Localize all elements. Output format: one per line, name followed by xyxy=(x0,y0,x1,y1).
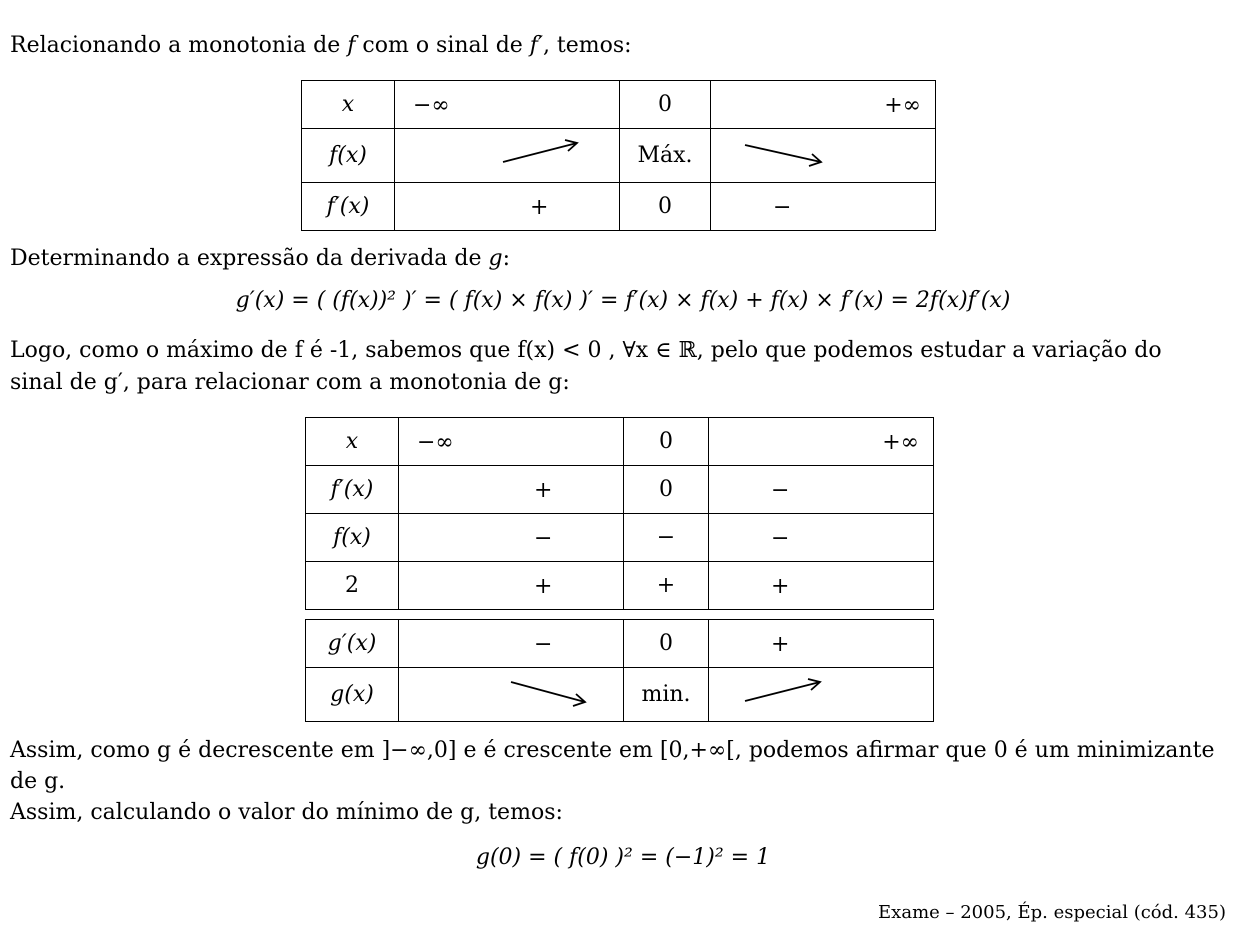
derivative-intro-text: Determinando a expressão da derivada de xyxy=(10,246,489,271)
sign-value: + xyxy=(530,195,549,220)
table-cell xyxy=(709,562,934,610)
table-row-label: f′(x) xyxy=(306,466,399,514)
sign-table xyxy=(305,417,934,610)
derivative-formula: g′(x) = ( (f(x))² )′ = ( f(x) × f(x) )′ = f′(x) × f(x) + f(x) × f′(x) = 2f(x)f′(x) xyxy=(235,288,1011,313)
table-row xyxy=(306,668,934,722)
table-cell-left xyxy=(399,418,624,466)
sign-value: + xyxy=(771,632,790,657)
table-cell-arrow-right xyxy=(709,668,934,722)
table-cell-right xyxy=(709,418,934,466)
table-cell-right xyxy=(711,81,936,129)
table-label-g: g(x) xyxy=(306,668,399,722)
logo-line-2: sinal de g′, para relacionar com a monotonia de g: xyxy=(10,370,570,395)
variation-table-g xyxy=(305,619,934,722)
table-cell xyxy=(399,562,624,610)
sign-value: − xyxy=(771,526,790,551)
intro-fprime: f′ xyxy=(529,33,543,58)
table-row xyxy=(306,466,934,514)
table-cell xyxy=(399,514,624,562)
max-label: Máx. xyxy=(620,129,711,183)
pos-inf: +∞ xyxy=(882,430,919,455)
sign-value: + xyxy=(624,562,709,610)
table-label-fprime: f′(x) xyxy=(302,183,395,231)
table-label-x: x xyxy=(302,81,395,129)
table-cell-arrow-left xyxy=(399,668,624,722)
table-label-x: x xyxy=(306,418,399,466)
decreasing-arrow-icon xyxy=(711,129,935,176)
table-label-gprime: g′(x) xyxy=(306,620,399,668)
sign-value: + xyxy=(534,478,553,503)
sign-value: 0 xyxy=(624,620,709,668)
table-cell xyxy=(395,183,620,231)
intro-f: f xyxy=(347,33,356,58)
table-cell-zero: 0 xyxy=(620,81,711,129)
sign-value: − xyxy=(534,526,553,551)
intro-text xyxy=(10,30,632,62)
table-row xyxy=(306,514,934,562)
table-label-f: f(x) xyxy=(302,129,395,183)
decreasing-arrow-icon xyxy=(399,668,623,715)
pos-inf: +∞ xyxy=(884,93,921,118)
table-cell-left xyxy=(395,81,620,129)
conclusion-line-2: de g. xyxy=(10,769,66,794)
neg-inf: −∞ xyxy=(417,430,454,455)
logo-line-1: Logo, como o máximo de f é -1, sabemos que f(x) < 0 , ∀x ∈ ℝ, pelo que podemos estudar a variação do xyxy=(10,338,1162,363)
table-cell xyxy=(711,183,936,231)
intro-part: Relacionando a monotonia de xyxy=(10,33,348,58)
increasing-arrow-icon xyxy=(395,129,619,176)
increasing-arrow-icon xyxy=(709,668,933,715)
variation-table-f xyxy=(301,80,936,231)
table-cell-arrow-right xyxy=(711,129,936,183)
table-row xyxy=(306,562,934,610)
table-row-label: f(x) xyxy=(306,514,399,562)
sign-value: + xyxy=(771,574,790,599)
conclusion-line-1: Assim, como g é decrescente em ]−∞,0] e é crescente em [0,+∞[, podemos afirmar que 0 é um minimizante xyxy=(10,738,1215,763)
table-row xyxy=(302,129,936,183)
table-cell xyxy=(709,466,934,514)
derivative-intro-g: g xyxy=(488,246,503,271)
sign-value: − xyxy=(534,632,553,657)
sign-value: 0 xyxy=(620,183,711,231)
table-cell xyxy=(399,620,624,668)
table-cell xyxy=(709,620,934,668)
table-row xyxy=(302,183,936,231)
derivative-intro-colon: : xyxy=(502,246,510,271)
conclusion-line-3: Assim, calculando o valor do mínimo de g, temos: xyxy=(10,800,563,825)
intro-part: com o sinal de xyxy=(355,33,530,58)
derivative-intro xyxy=(10,243,510,275)
intro-part: , temos: xyxy=(542,33,632,58)
table-cell-arrow-left xyxy=(395,129,620,183)
sign-value: − xyxy=(624,514,709,562)
table-row xyxy=(306,620,934,668)
exam-source: Exame – 2005, Ép. especial (cód. 435) xyxy=(878,902,1226,923)
table-row xyxy=(306,418,934,466)
table-cell-zero: 0 xyxy=(624,418,709,466)
min-formula: g(0) = ( f(0) )² = (−1)² = 1 xyxy=(475,845,771,870)
sign-value: 0 xyxy=(624,466,709,514)
table-cell xyxy=(709,514,934,562)
neg-inf: −∞ xyxy=(413,93,450,118)
sign-value: − xyxy=(771,478,790,503)
sign-value: − xyxy=(773,195,792,220)
table-row-label: 2 xyxy=(306,562,399,610)
min-label: min. xyxy=(624,668,709,722)
table-cell xyxy=(399,466,624,514)
sign-value: + xyxy=(534,574,553,599)
table-row xyxy=(302,81,936,129)
